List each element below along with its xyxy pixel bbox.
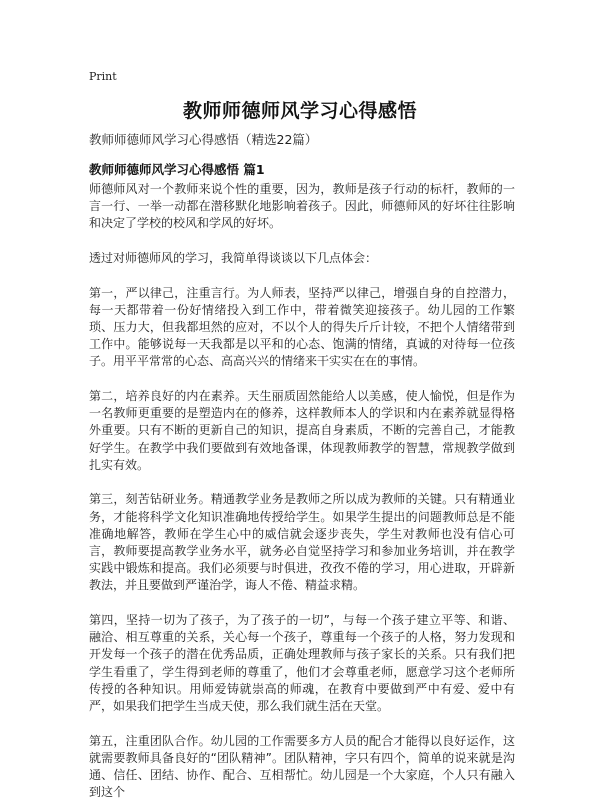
paragraph: 第二，培养良好的内在素养。天生丽质固然能给人以美感，使人愉悦，但是作为一名教师更重要的是塑造内在的修养，这样教师本人的学识和内在素养就显得格外重要。只有不断的更新自己的知识，提高自身素质，不断的完善自己，才能教好学生。在教学中我们要做到有效地备课，体现教师教学的智慧，常规教学做到扎实有效。 [89, 389, 515, 472]
paragraph: 透过对师德师风的学习，我简单得谈谈以下几点体会： [89, 251, 378, 265]
paragraph: 第四，坚持一切为了孩子，为了孩子的一切”，与每一个孩子建立平等、和谐、融洽、相互尊重的关系，关心每一个孩子，尊重每一个孩子的人格，努力发现和开发每一个孩子的潜在优秀品质，正确处理教师与孩子家长的关系。只有我们把学生看重了，学生得到老师的尊重了，他们才会尊重老师，愿意学习这个老师所传授的各种知识。用师爱铸就崇高的师魂，在教育中要做到严中有爱、爱中有严，如果我们把学生当成天使，那么我们就生活在天堂。 [89, 613, 515, 714]
paragraph: 第三，刻苦钻研业务。精通教学业务是教师之所以成为教师的关键。只有精通业务，才能将科学文化知识准确地传授给学生。如果学生提出的问题教师总是不能准确地解答，教师在学生心中的威信就会逐步丧失，学生对教师也没有信心可言，教师要提高教学业务水平，就务必自觉坚持学习和参加业务培训，并在教学实践中锻炼和提高。我们必须要与时俱进，孜孜不倦的学习，用心进取，开辟新教法，并且要做到严谨治学，诲人不倦、精益求精。 [89, 492, 515, 593]
paragraph: 第一，严以律己，注重言行。为人师表，坚持严以律己，增强自身的自控潜力，每一天都带着一份好情绪投入到工作中，带着微笑迎接孩子。幼儿园的工作繁琐、压力大，但我都坦然的应对，不以个人的得失斤斤计较，不把个人情绪带到工作中。能够说每一天我都是以平和的心态、饱满的情绪，真诚的对待每一位孩子。用平平常常的心态、高高兴兴的情绪来干实实在在的事情。 [89, 285, 515, 369]
print-label[interactable]: Print [89, 70, 117, 83]
document-title: 教师师德师风学习心得感悟 [182, 100, 417, 122]
paragraph: 师德师风对一个教师来说个性的重要，因为，教师是孩子行动的标杆，教师的一言一行、一举一动都在潜移默化地影响着孩子。因此，师德师风的好坏往往影响和决定了学校的校风和学风的好坏。 [89, 182, 515, 231]
section-heading: 教师师德师风学习心得感悟 篇1 [89, 162, 265, 177]
paragraph: 第五，注重团队合作。幼儿园的工作需要多方人员的配合才能得以良好运作，这就需要教师具备良好的“团队精神”。团队精神，字只有四个，简单的说来就是沟通、信任、团结、协作、配合、互相帮忙。幼儿园是一个大家庭，个人只有融入到这个 [89, 733, 515, 800]
document-subtitle: 教师师德师风学习心得感悟（精选22篇） [89, 132, 318, 147]
body-text [89, 181, 515, 801]
